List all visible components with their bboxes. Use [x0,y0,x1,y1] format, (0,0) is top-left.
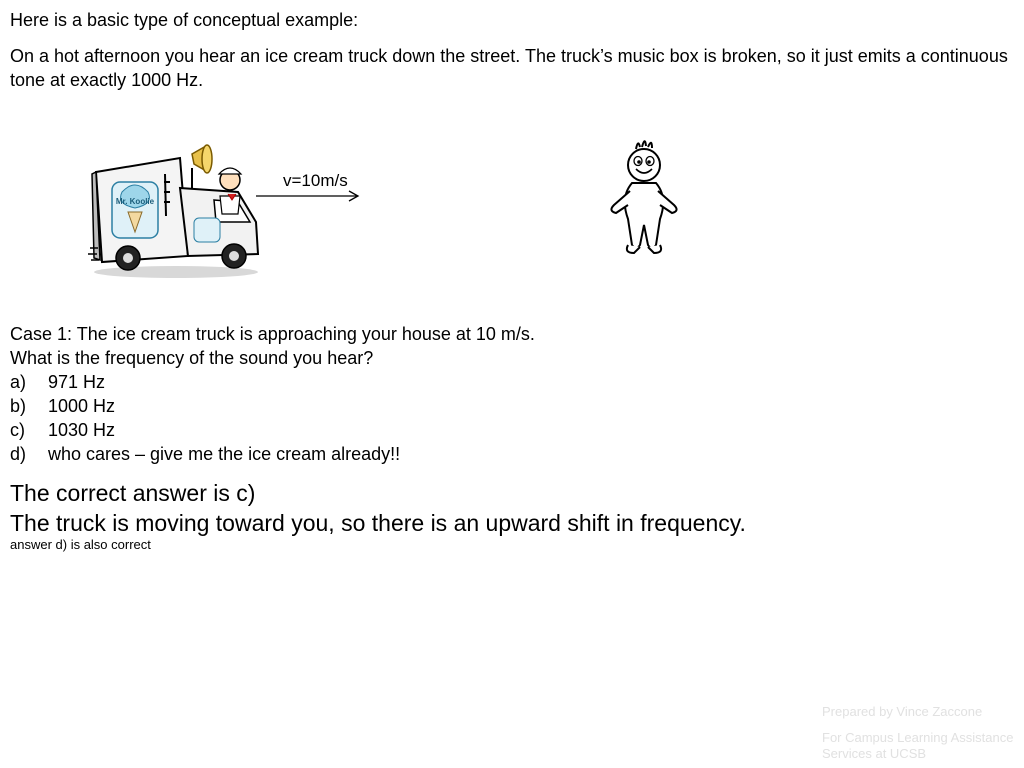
option-letter: a) [10,372,27,392]
option-b [10,394,535,418]
footer [822,704,1022,762]
option-c [10,418,535,442]
question-block [10,322,535,466]
option-letter: d) [10,444,27,464]
velocity-label: v=10m/s [283,171,348,190]
truck-sign-text: Mr. Koolie [115,197,155,206]
option-letter: b) [10,396,27,416]
answer-block [10,478,746,538]
option-a [10,370,535,394]
scenario-text: On a hot afternoon you hear an ice cream truck down the street. The truck’s music box is broken, so it just emits a continuous tone at exactly 1000 Hz. [10,46,1008,90]
option-d [10,442,535,466]
answer-note: answer d) is also correct [10,537,151,552]
option-text: 1030 Hz [48,420,116,440]
stick-person-icon [598,133,690,258]
footer-affiliation: For Campus Learning Assistance Services at UCSB [822,730,1014,761]
answer-line-2: The truck is moving toward you, so there is an upward shift in frequency. [10,510,746,536]
intro-text: Here is a basic type of conceptual example: [10,10,359,30]
option-text: who cares – give me the ice cream already!! [48,444,401,464]
option-text: 971 Hz [48,372,106,392]
question-prompt: What is the frequency of the sound you hear? [10,348,374,368]
case-line: Case 1: The ice cream truck is approaching your house at 10 m/s. [10,324,535,344]
option-letter: c) [10,420,25,440]
option-text: 1000 Hz [48,396,116,416]
ice-cream-truck-icon [88,130,268,285]
answer-line-1: The correct answer is c) [10,480,256,506]
footer-credit: Prepared by Vince Zaccone [822,704,983,719]
velocity-arrow-icon [255,188,363,204]
